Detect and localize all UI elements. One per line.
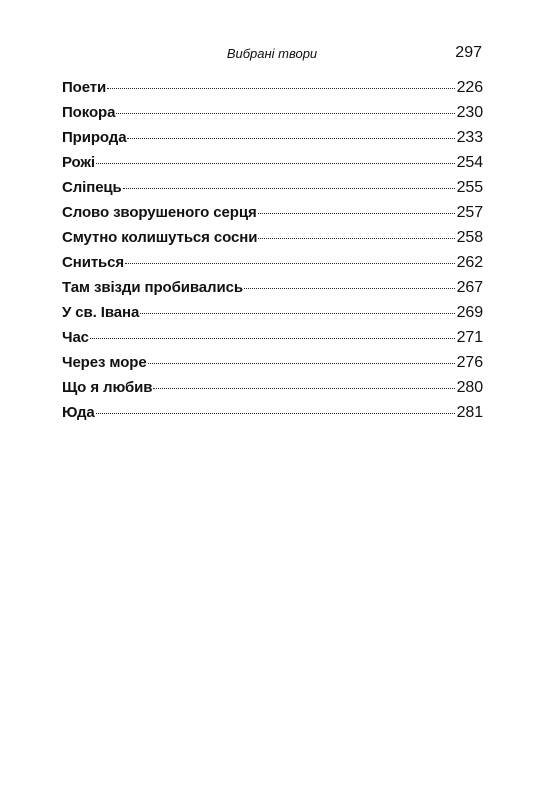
toc-entry <box>62 75 483 100</box>
dot-leader <box>148 361 455 364</box>
toc-entry-page: 280 <box>456 379 483 396</box>
toc-entry-page: 276 <box>456 354 483 371</box>
toc-entry-page: 269 <box>456 304 483 321</box>
toc-entry <box>62 375 483 400</box>
dot-leader <box>123 186 455 189</box>
dot-leader <box>96 411 455 414</box>
page-number: 297 <box>455 44 482 61</box>
toc-entry-page: 267 <box>456 279 483 296</box>
toc-entry-title: Сліпець <box>62 179 122 196</box>
toc-entry <box>62 100 483 125</box>
dot-leader <box>244 286 455 289</box>
table-of-contents <box>62 75 483 425</box>
toc-entry <box>62 250 483 275</box>
dot-leader <box>127 136 454 139</box>
toc-entry <box>62 200 483 225</box>
toc-entry-title: У св. Івана <box>62 304 140 321</box>
toc-entry <box>62 275 483 300</box>
running-header-title: Вибрані твори <box>226 46 318 61</box>
dot-leader <box>125 261 455 264</box>
toc-entry <box>62 325 483 350</box>
toc-entry <box>62 225 483 250</box>
toc-entry-title: Юда <box>62 404 95 421</box>
running-header <box>62 44 482 64</box>
toc-entry-page: 271 <box>456 329 483 346</box>
dot-leader <box>258 211 455 214</box>
toc-entry-title: Що я любив <box>62 379 153 396</box>
toc-entry-title: Природа <box>62 129 127 146</box>
dot-leader <box>258 236 454 239</box>
toc-entry-title: Сниться <box>62 254 125 271</box>
toc-entry <box>62 150 483 175</box>
toc-entry-page: 258 <box>456 229 483 246</box>
toc-entry-page: 262 <box>456 254 483 271</box>
toc-entry-page: 257 <box>456 204 483 221</box>
toc-entry-page: 281 <box>456 404 483 421</box>
toc-entry-page: 233 <box>456 129 483 146</box>
toc-entry <box>62 300 483 325</box>
toc-entry-title: Смутно колишуться сосни <box>62 229 258 246</box>
toc-entry-title: Покора <box>62 104 116 121</box>
dot-leader <box>90 336 455 339</box>
toc-entry <box>62 350 483 375</box>
toc-entry-title: Там звізди пробивались <box>62 279 243 296</box>
dot-leader <box>153 386 454 389</box>
toc-entry-title: Час <box>62 329 89 346</box>
toc-entry <box>62 400 483 425</box>
toc-entry-page: 254 <box>456 154 483 171</box>
dot-leader <box>116 111 454 114</box>
toc-entry-title: Рожі <box>62 154 95 171</box>
toc-entry-title: Слово зворушеного серця <box>62 204 257 221</box>
toc-entry-page: 255 <box>456 179 483 196</box>
toc-entry <box>62 125 483 150</box>
dot-leader <box>107 86 454 89</box>
toc-entry-page: 230 <box>456 104 483 121</box>
dot-leader <box>140 311 454 314</box>
toc-entry <box>62 175 483 200</box>
toc-entry-title: Поети <box>62 79 107 96</box>
toc-entry-title: Через море <box>62 354 147 371</box>
dot-leader <box>96 161 455 164</box>
toc-entry-page: 226 <box>456 79 483 96</box>
